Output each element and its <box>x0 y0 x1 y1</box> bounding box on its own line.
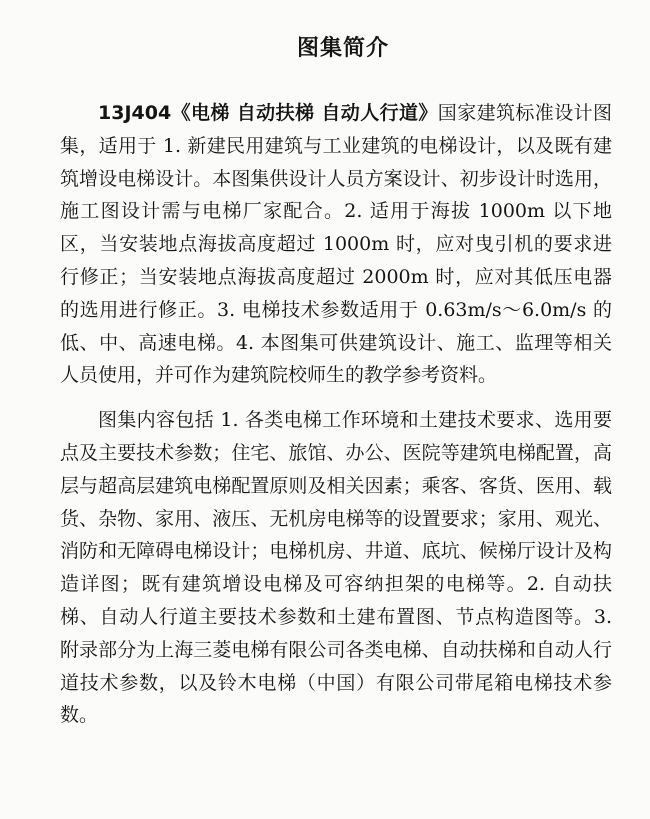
atlas-name: 13J404《电梯 自动扶梯 自动人行道》 <box>98 102 438 124</box>
intro-paragraph-text: 国家建筑标准设计图集，适用于 1. 新建民用建筑与工业建筑的电梯设计，以及既有建筑增设电梯设计。本图集供设计人员方案设计、初步设计时选用，施工图设计需与电梯厂家配合。2. 适用于海拔 1000m 以下地区，当安装地点海拔高度超过 1000m 时，应对曳引机的要求进行修正；当安装地点海拔高度超过 2000m 时，应对其低压电器的选用进行修正。3. 电梯技术参数适用于 0.63m/s～6.0m/s 的低、中、高速电梯。4. 本图集可供建筑设计、施工、监理等相关人员使用，并可作为建筑院校师生的教学参考资料。 <box>60 102 612 387</box>
contents-paragraph: 图集内容包括 1. 各类电梯工作环境和土建技术要求、选用要点及主要技术参数；住宅、旅馆、办公、医院等建筑电梯配置，高层与超高层建筑电梯配置原则及相关因素；乘客、客货、医用、载货、杂物、家用、液压、无机房电梯等的设置要求；家用、观光、消防和无障碍电梯设计；电梯机房、井道、底坑、候梯厅设计及构造详图；既有建筑增设电梯及可容纳担架的电梯等。2. 自动扶梯、自动人行道主要技术参数和土建布置图、节点构造图等。3. 附录部分为上海三菱电梯有限公司各类电梯、自动扶梯和自动人行道技术参数，以及铃木电梯（中国）有限公司带尾箱电梯技术参数。 <box>60 409 612 727</box>
page-title: 图集简介 <box>296 36 389 61</box>
intro-paragraph <box>60 97 612 392</box>
